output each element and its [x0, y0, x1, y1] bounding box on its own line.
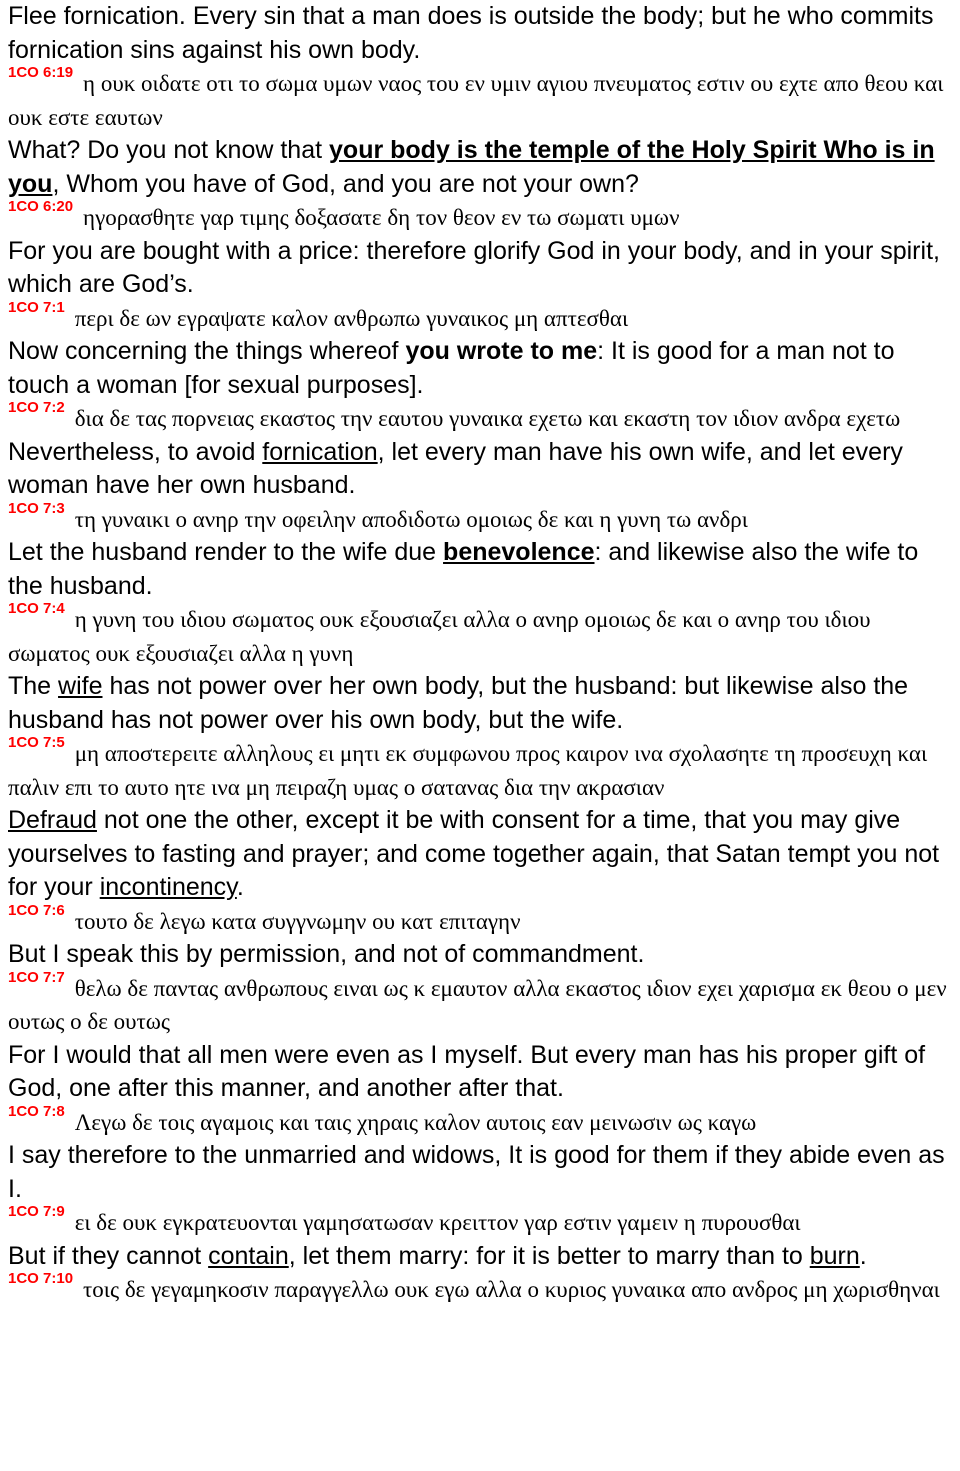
english-text [8, 1139, 958, 1206]
greek-text [8, 1203, 958, 1240]
greek-text [8, 968, 958, 1039]
emphasized-text: you wrote to me [405, 337, 598, 365]
greek-verse-text: ηγορασθητε γαρ τιμης δοξασατε δη τον θεον εν τω σωματι υμων [83, 205, 680, 230]
verse-reference: 1CO 7:5 [8, 734, 65, 751]
verse-reference: 1CO 7:7 [8, 968, 65, 986]
greek-text [8, 1270, 958, 1307]
verse-block [8, 734, 958, 905]
greek-text [8, 64, 958, 134]
english-segment: . [859, 1241, 867, 1270]
verse-reference: 1CO 7:2 [8, 399, 65, 416]
english-text [8, 436, 958, 503]
verse-reference: 1CO 7:8 [8, 1102, 65, 1120]
verse-block [8, 399, 958, 503]
greek-text [8, 298, 958, 336]
verse-block [8, 901, 958, 972]
english-text [8, 335, 958, 402]
emphasized-text: incontinency [99, 873, 237, 901]
verse-block [8, 298, 958, 403]
english-segment: But I speak this by permission, and not of commandment. [8, 940, 645, 968]
english-text [8, 1039, 958, 1106]
greek-verse-text: ει δε ουκ εγκρατευονται γαμησατωσαν κρειττον γαρ εστιν γαμειν η πυρουσθαι [74, 1210, 801, 1235]
greek-verse-text: περι δε ων εγραψατε καλον ανθρωπω γυναικος μη απτεσθαι [74, 305, 629, 331]
greek-verse-text: Λεγω δε τοις αγαμοις και ταις χηραις καλον αυτοις εαν μεινωσιν ως καγω [74, 1109, 757, 1135]
greek-verse-text: δια δε τας πορνειας εκαστος την εαυτου γυναικα εχετω και εκαστη τον ιδιον ανδρα εχετω [74, 406, 901, 431]
english-segment: But if they cannot [8, 1241, 209, 1270]
emphasized-text: Defraud [8, 806, 97, 834]
emphasized-text: fornication [262, 437, 378, 466]
english-text [8, 235, 958, 302]
greek-verse-text: τοις δε γεγαμηκοσιν παραγγελλω ουκ εγω αλλα ο κυριος γυναικα απο ανδρος μη χωρισθηναι [83, 1277, 940, 1302]
english-segment: For I would that all men were even as I myself. But every man has his proper gift of God, one after this manner, and another after that. [8, 1040, 926, 1102]
english-segment: . [236, 873, 244, 901]
verse-block [8, 1102, 958, 1207]
verse-reference: 1CO 7:6 [8, 901, 65, 919]
verse-block [8, 1270, 958, 1307]
greek-text [8, 901, 958, 939]
emphasized-text: burn [809, 1241, 860, 1270]
english-segment: The [8, 672, 59, 700]
greek-verse-text: η γυνη του ιδιου σωματος ουκ εξουσιαζει αλλα ο ανηρ ομοιως δε και ο ανηρ του ιδιου σωματος ουκ εξουσιαζει αλλα η γυνη [8, 607, 871, 666]
greek-text [8, 600, 958, 670]
english-segment: not one the other, except it be with consent for a time, that you may give yourselves to fasting and prayer; and come together again, that Satan tempt you not for your [8, 806, 940, 901]
english-segment: , let them marry: for it is better to marry than to [288, 1241, 810, 1270]
verse-reference: 1CO 7:10 [8, 1270, 74, 1287]
verse-block [8, 198, 958, 302]
greek-verse-text: η ουκ οιδατε οτι το σωμα υμων ναος του εν υμιν αγιου πνευματος εστιν ου εχτε απο θεου και ουκ εστε εαυτων [8, 71, 944, 130]
document-page [8, 0, 958, 1307]
english-text [8, 1240, 958, 1274]
verse-reference: 1CO 7:1 [8, 298, 65, 316]
english-segment: , Whom you have of God, and you are not your own? [52, 169, 639, 198]
english-text [8, 938, 958, 972]
greek-verse-text: τη γυναικι ο ανηρ την οφειλην αποδιδοτω ομοιως δε και η γυνη τω ανδρι [74, 506, 748, 532]
english-segment: Nevertheless, to avoid [8, 437, 263, 466]
english-segment: I say therefore to the unmarried and widows, It is good for them if they abide even as I. [8, 1141, 945, 1203]
greek-text [8, 1102, 958, 1140]
english-segment: What? Do you not know that [8, 136, 330, 164]
english-segment: has not power over her own body, but the husband: but likewise also the husband has not power over his own body, but the wife. [8, 672, 909, 734]
verse-block [8, 600, 958, 737]
english-segment: For you are bought with a price: therefore glorify God in your body, and in your spirit, which are God’s. [8, 236, 940, 298]
english-text [8, 670, 958, 737]
english-segment: : It is good for a man not to touch a woman [for sexual purposes]. [8, 337, 895, 399]
english-text [8, 536, 958, 603]
greek-verse-text: μη αποστερειτε αλληλους ει μητι εκ συμφωνου προς καιρον ινα σχολασητε τη προσευχη και παλιν επι το αυτο ητε ινα μη πειραζη υμας ο σατανας δια την ακρασιαν [8, 741, 928, 800]
verse-block [8, 968, 958, 1106]
verse-reference: 1CO 7:9 [8, 1203, 65, 1220]
greek-text [8, 198, 958, 235]
emphasized-text: benevolence [443, 538, 595, 566]
greek-verse-text: θελω δε παντας ανθρωπους ειναι ως κ εμαυτον αλλα εκαστος ιδιον εχει χαρισμα εκ θεου ο μεν ουτως ο δε ουτως [8, 975, 947, 1034]
emphasized-text: your body is the temple of the Holy Spirit Who is in you [8, 136, 935, 198]
verse-block [8, 499, 958, 604]
english-text [8, 134, 958, 201]
verse-reference: 1CO 6:20 [8, 198, 74, 215]
english-text [8, 804, 958, 905]
emphasized-text: wife [58, 672, 103, 700]
verse-reference: 1CO 7:3 [8, 499, 65, 517]
emphasized-text: contain [208, 1241, 289, 1270]
greek-text [8, 499, 958, 537]
greek-text [8, 734, 958, 804]
english-segment: Let the husband render to the wife due [8, 538, 444, 566]
verse-list [8, 64, 958, 1307]
english-segment: Now concerning the things whereof [8, 337, 406, 365]
verse-block [8, 1203, 958, 1273]
intro-text: Flee fornication. Every sin that a man does is outside the body; but he who commits fornication sins against his own body. [8, 2, 934, 64]
verse-reference: 1CO 6:19 [8, 64, 74, 81]
verse-block [8, 64, 958, 201]
english-segment: , let every man have his own wife, and let every woman have her own husband. [8, 437, 903, 499]
english-segment: : and likewise also the wife to the husband. [8, 538, 919, 600]
greek-verse-text: τουτο δε λεγω κατα συγγνωμην ου κατ επιταγην [74, 908, 521, 934]
greek-text [8, 399, 958, 436]
verse-reference: 1CO 7:4 [8, 600, 65, 617]
